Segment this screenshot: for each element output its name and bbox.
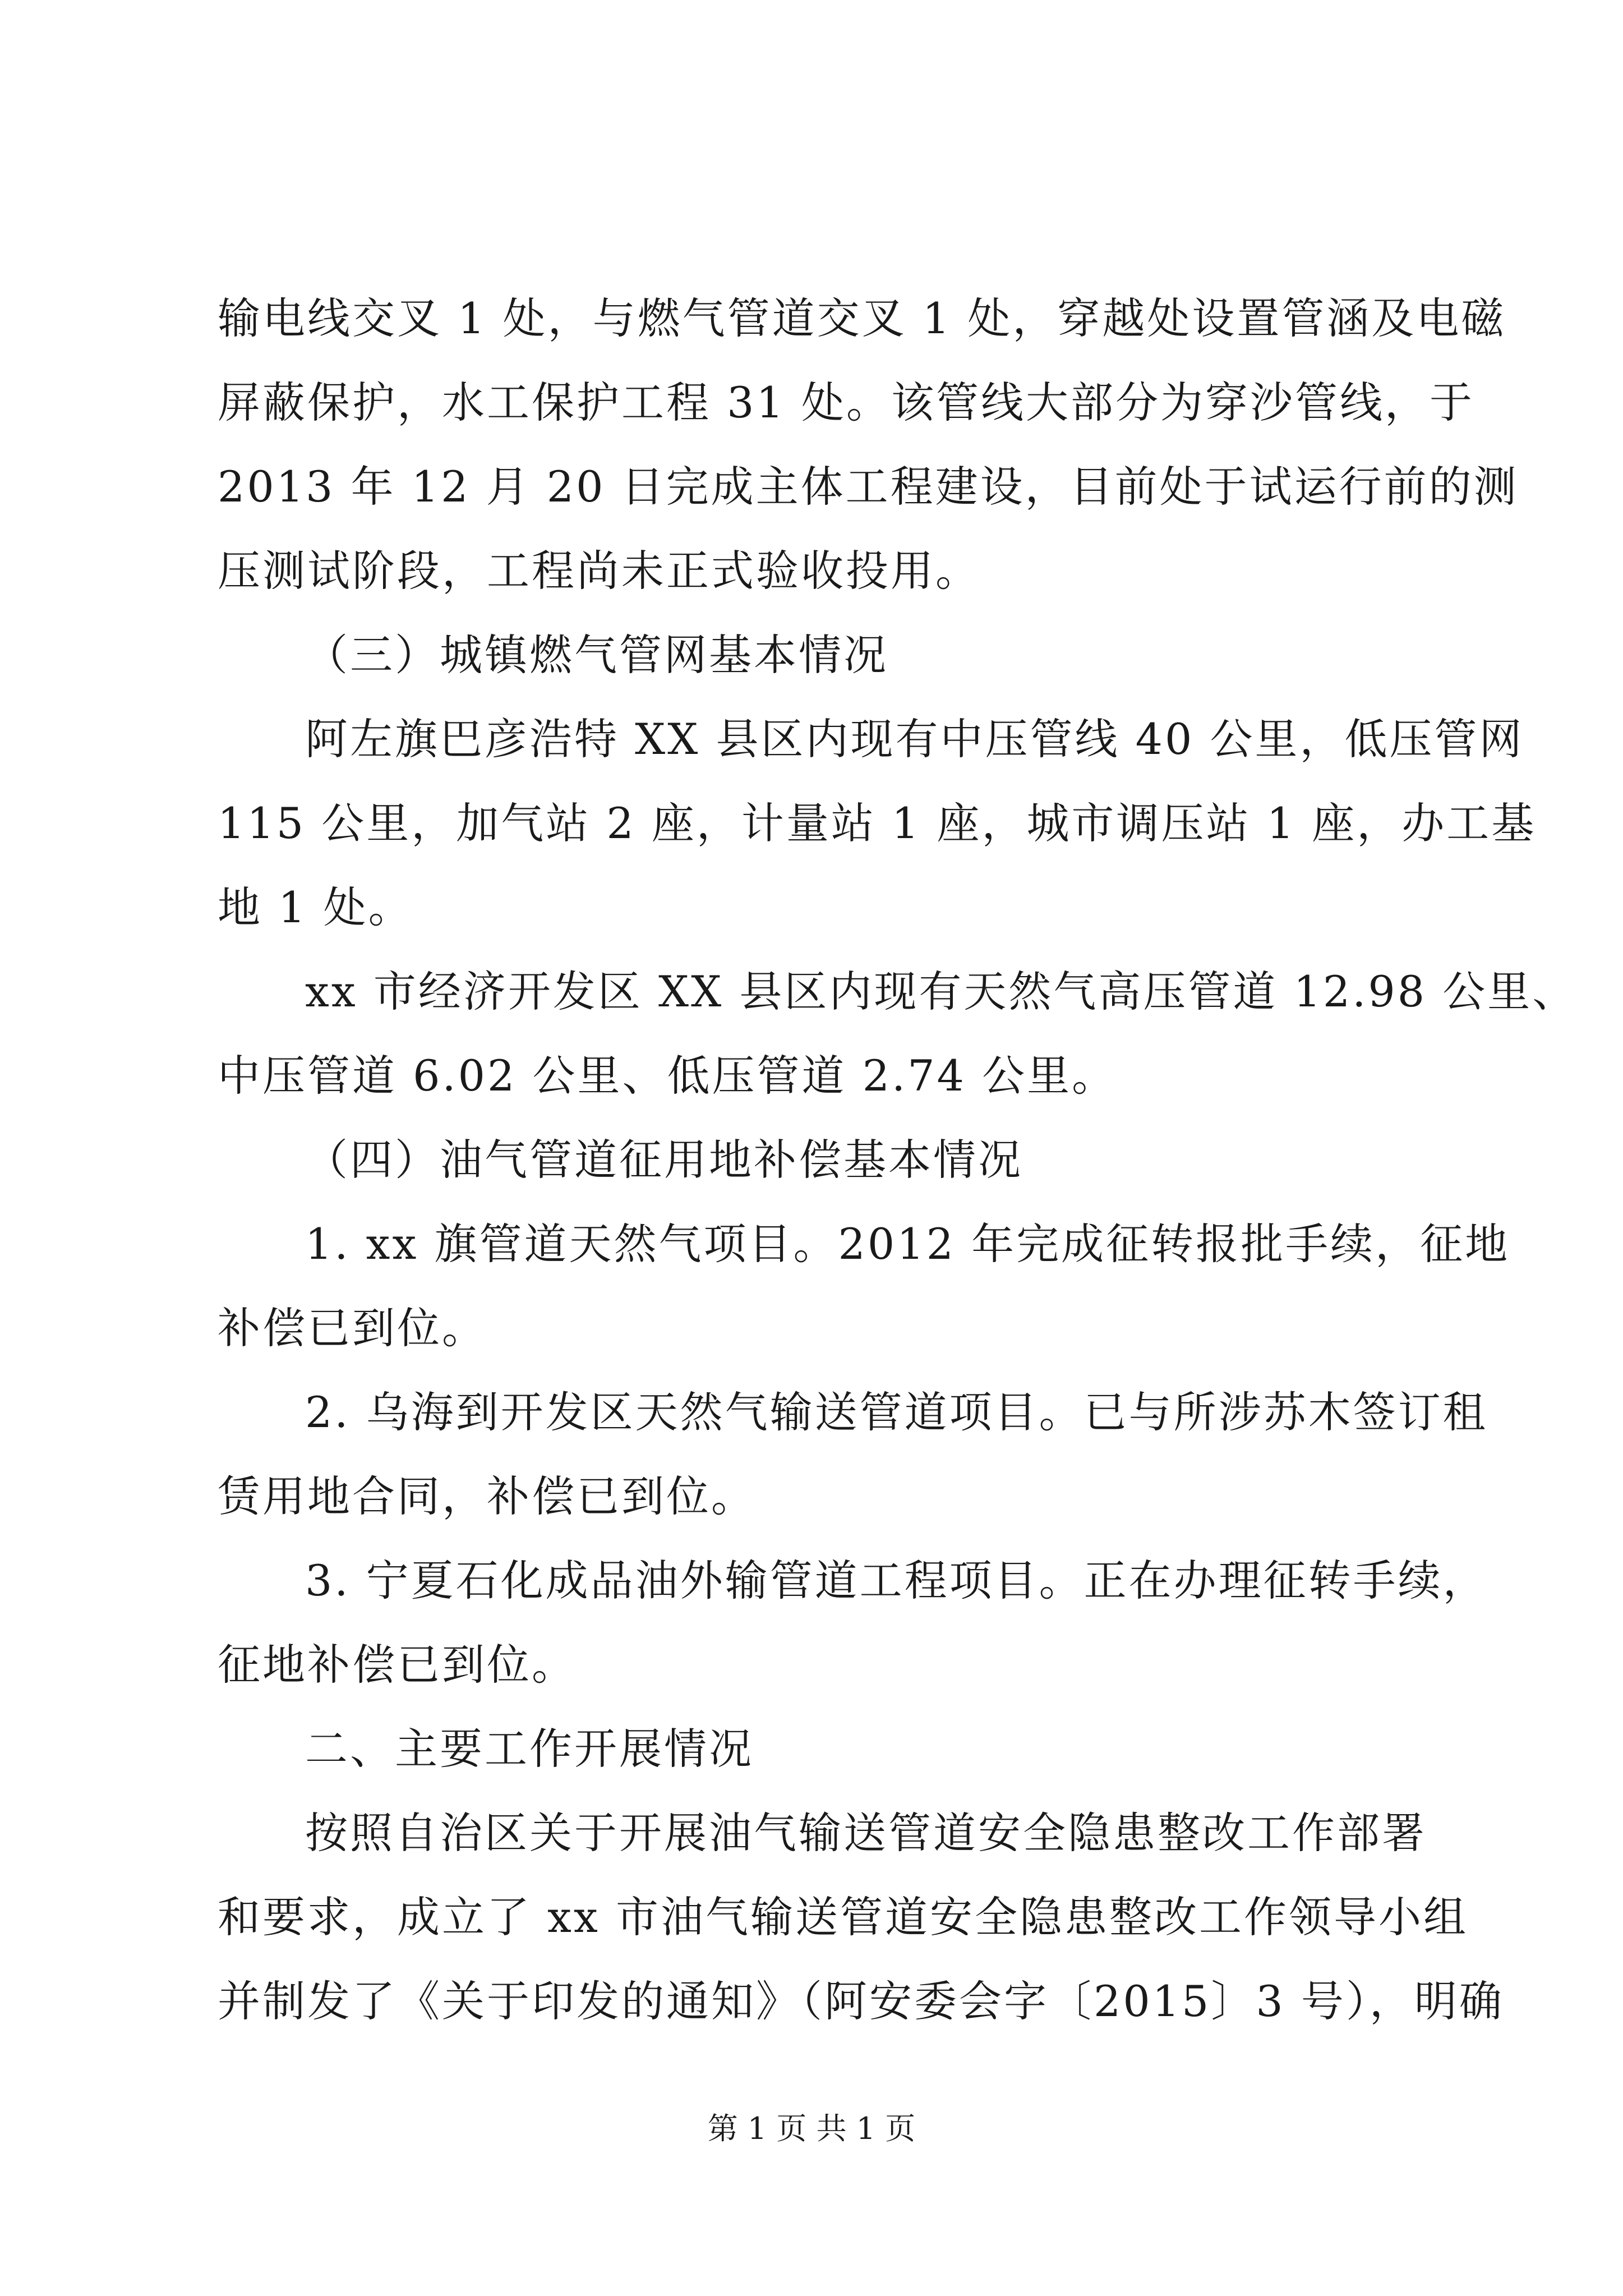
page-footer: 第 1 页 共 1 页 <box>707 2111 916 2146</box>
body-line: 2013 年 12 月 20 日完成主体工程建设，目前处于试运行前的测 <box>218 462 1519 512</box>
body-line: 征地补偿已到位。 <box>218 1640 577 1690</box>
body-line: 屏蔽保护，水工保护工程 31 处。该管线大部分为穿沙管线，于 <box>218 378 1475 427</box>
body-line: 和要求，成立了 xx 市油气输送管道安全隐患整改工作领导小组 <box>218 1892 1469 1942</box>
body-line: 中压管道 6.02 公里、低压管道 2.74 公里。 <box>218 1051 1117 1101</box>
body-line: 输电线交叉 1 处，与燃气管道交叉 1 处，穿越处设置管涵及电磁 <box>218 293 1506 343</box>
body-line: 并制发了《关于印发的通知》（阿安委会字〔2015〕3 号），明确 <box>218 1976 1504 2026</box>
section-heading: （三）城镇燃气管网基本情况 <box>305 630 888 680</box>
body-line: 压测试阶段，工程尚未正式验收投用。 <box>218 546 980 596</box>
section-heading: （四）油气管道征用地补偿基本情况 <box>305 1135 1023 1185</box>
body-line: 阿左旗巴彦浩特 XX 县区内现有中压管线 40 公里，低压管网 <box>305 714 1524 764</box>
body-line: xx 市经济开发区 XX 县区内现有天然气高压管道 12.98 公里、 <box>305 967 1578 1016</box>
body-line: 115 公里，加气站 2 座，计量站 1 座，城市调压站 1 座，办工基 <box>218 798 1537 848</box>
body-line: 按照自治区关于开展油气输送管道安全隐患整改工作部署 <box>305 1808 1427 1858</box>
list-item: 2. 乌海到开发区天然气输送管道项目。已与所涉苏木签订租 <box>305 1387 1488 1437</box>
body-line: 补偿已到位。 <box>218 1303 487 1353</box>
list-item: 3. 宁夏石化成品油外输管道工程项目。正在办理征转手续， <box>305 1556 1488 1605</box>
body-line: 地 1 处。 <box>218 882 413 932</box>
body-line: 赁用地合同，补偿已到位。 <box>218 1471 756 1521</box>
list-item: 1. xx 旗管道天然气项目。2012 年完成征转报批手续，征地 <box>305 1219 1510 1269</box>
section-heading: 二、主要工作开展情况 <box>305 1724 754 1774</box>
